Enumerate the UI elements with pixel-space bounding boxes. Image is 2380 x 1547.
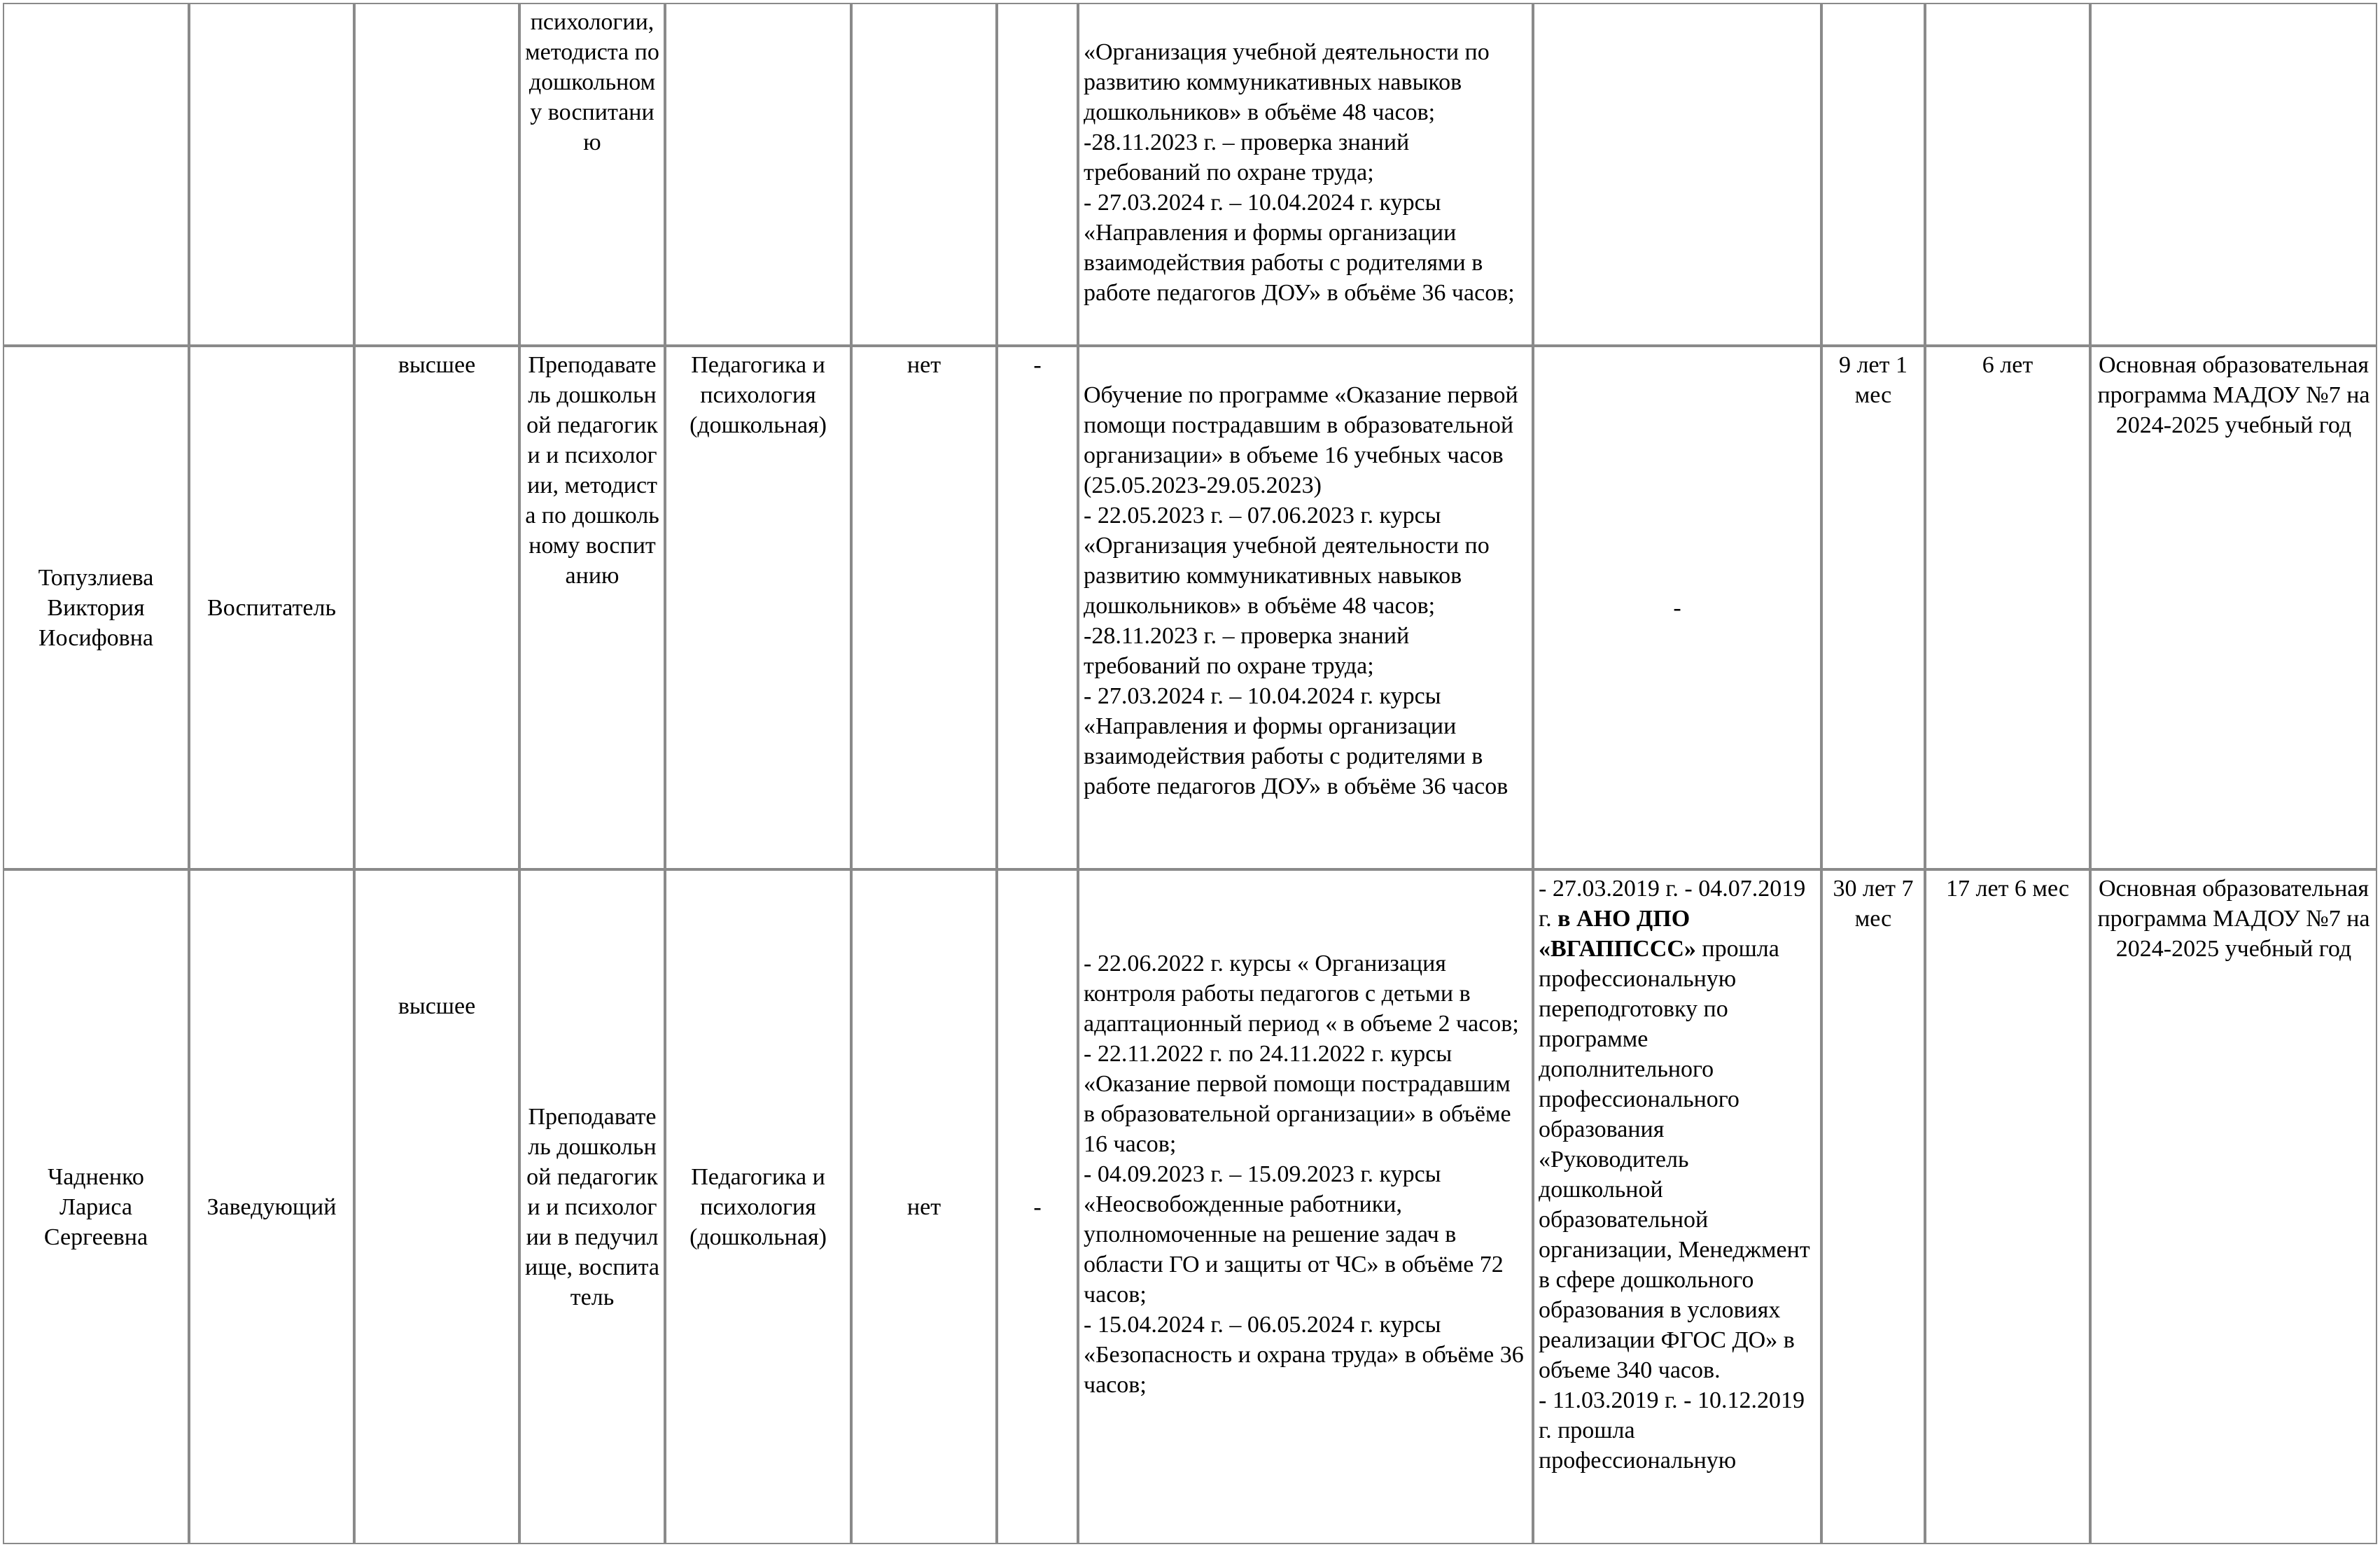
- row3-program: Основная образовательная программа МАДОУ №7 на 2024-2025 учебный год: [2097, 876, 2370, 962]
- row1-courses-cell: [1078, 3, 1533, 346]
- row1-total-exp-cell: [1821, 3, 1925, 346]
- row3-ped-exp-cell: [1925, 869, 2090, 1544]
- row1-ped-exp-cell: [1925, 3, 2090, 346]
- row1-degree-cell: [851, 3, 997, 346]
- row3-name: Чадненко Лариса Сергеевна: [43, 1163, 148, 1250]
- row2-position: Воспитатель: [207, 594, 336, 621]
- row3-courses: - 22.06.2022 г. курсы « Организация контроля работы педагогов с детьми в адаптационный период « в объеме 2 часов; - 22.11.2022 г. по 24.11.2022 г. курсы «Оказание первой помощи пострадавшим в образовательной организации» в объёме 16 часов; - 04.09.2023 г. – 15.09.2023 г. курсы «Неосвобожденные работники, уполномоченные на решение задач в области ГО и защиты от ЧС» в объёме 72 часов; - 15.04.2024 г. – 06.05.2024 г. курсы «Безопасность и охрана труда» в объёме 36 часов;: [1084, 951, 1524, 1398]
- row3-position-cell: [189, 869, 354, 1544]
- row3-courses-cell: [1078, 869, 1533, 1544]
- row2-total-exp-cell: [1821, 346, 1925, 869]
- row1-retraining-cell: [1533, 3, 1821, 346]
- row2-program-cell: [2090, 346, 2377, 869]
- row3-retraining-dates: - 27.03.2019 г. - 04.07.2019 г.: [1539, 876, 1806, 932]
- row3-qualification-cell: [519, 869, 665, 1544]
- row2-position-cell: [189, 346, 354, 869]
- row2-ped-experience: 6 лет: [1982, 352, 2033, 378]
- row1-title-cell: [997, 3, 1078, 346]
- row2-education: высшее: [398, 352, 476, 378]
- row2-education-cell: [354, 346, 519, 869]
- row2-courses: Обучение по программе «Оказание первой помощи пострадавшим в образовательной организации» в объеме 16 учебных часов (25.05.2023-29.05.2023) - 22.05.2023 г. – 07.06.2023 г. курсы «Организация учебной деятельности по развитию коммуникативных навыков дошкольников» в объёме 48 часов; -28.11.2023 г. – проверка знаний требований по охране труда; - 27.03.2024 г. – 10.04.2024 г. курсы «Направления и формы организации взаимодействия работы с родителями в работе педагогов ДОУ» в объёме 36 часов: [1084, 382, 1518, 799]
- row1-courses-text: «Организация учебной деятельности по развитию коммуникативных навыков дошкольников» в объёме 48 часов; -28.11.2023 г. – проверка знаний требований по охране труда; - 27.03.2024 г. – 10.04.2024 г. курсы «Направления и формы организации взаимодействия работы с родителями в работе педагогов ДОУ» в объёме 36 часов;: [1084, 39, 1515, 306]
- row3-qualification: Преподаватель дошкольной педагогики и психологии в педучилище, воспитатель: [525, 1103, 659, 1310]
- row2-degree-cell: [851, 346, 997, 869]
- row3-specialty-cell: [665, 869, 851, 1544]
- row1-education-cell: [354, 3, 519, 346]
- row1-specialty-cell: [665, 3, 851, 346]
- row3-total-experience: 30 лет 7 мес: [1833, 876, 1914, 932]
- row1-name-cell: [3, 3, 189, 346]
- row2-qualification: Преподаватель дошкольной педагогики и психологии, методиста по дошкольному воспитанию: [525, 352, 659, 589]
- row1-qualification-text: психологии, методиста по дошкольному воспитанию: [525, 9, 659, 155]
- row2-degree: нет: [906, 352, 941, 378]
- row3-specialty: Педагогика и психология (дошкольная): [690, 1163, 827, 1250]
- row2-name-cell: [3, 346, 189, 869]
- row2-total-experience: 9 лет 1 мес: [1839, 352, 1907, 408]
- row2-name: Топузлиева Виктория Иосифовна: [38, 564, 154, 651]
- row2-retraining: -: [1673, 594, 1681, 621]
- row1-position-cell: [189, 3, 354, 346]
- row3-program-cell: [2090, 869, 2377, 1544]
- row3-position: Заведующий: [206, 1194, 337, 1220]
- row1-qualification-cell: [519, 3, 665, 346]
- row3-name-cell: [3, 869, 189, 1544]
- row3-education: высшее: [398, 993, 476, 1019]
- row3-degree-cell: [851, 869, 997, 1544]
- row2-specialty-cell: [665, 346, 851, 869]
- row2-title-cell: [997, 346, 1078, 869]
- row2-retraining-cell: [1533, 346, 1821, 869]
- row2-ped-exp-cell: [1925, 346, 2090, 869]
- row1-program-cell: [2090, 3, 2377, 346]
- row2-specialty: Педагогика и психология (дошкольная): [690, 352, 827, 438]
- row3-ped-experience: 17 лет 6 мес: [1946, 876, 2069, 902]
- row3-retraining-cell: [1533, 869, 1821, 1544]
- row2-program: Основная образовательная программа МАДОУ №7 на 2024-2025 учебный год: [2097, 352, 2370, 438]
- row3-degree: нет: [906, 1194, 941, 1220]
- row2-qualification-cell: [519, 346, 665, 869]
- row3-total-exp-cell: [1821, 869, 1925, 1544]
- row2-courses-cell: [1078, 346, 1533, 869]
- row3-retraining-org: в АНО ДПО «ВГАППССС»: [1539, 906, 1696, 962]
- row3-retraining-text: прошла профессиональную переподготовку по программе дополнительного профессионального образования «Руководитель дошкольной образовательной организации, Менеджмент в сфере дошкольного образования в условиях реализации ФГОС ДО» в объеме 340 часов. - 11.03.2019 г. - 10.12.2019 г. прошла профессиональную: [1539, 936, 1810, 1474]
- row2-title: -: [1033, 352, 1042, 378]
- row3-title-cell: [997, 869, 1078, 1544]
- row3-education-cell: [354, 869, 519, 1544]
- row3-title: -: [1033, 1194, 1042, 1220]
